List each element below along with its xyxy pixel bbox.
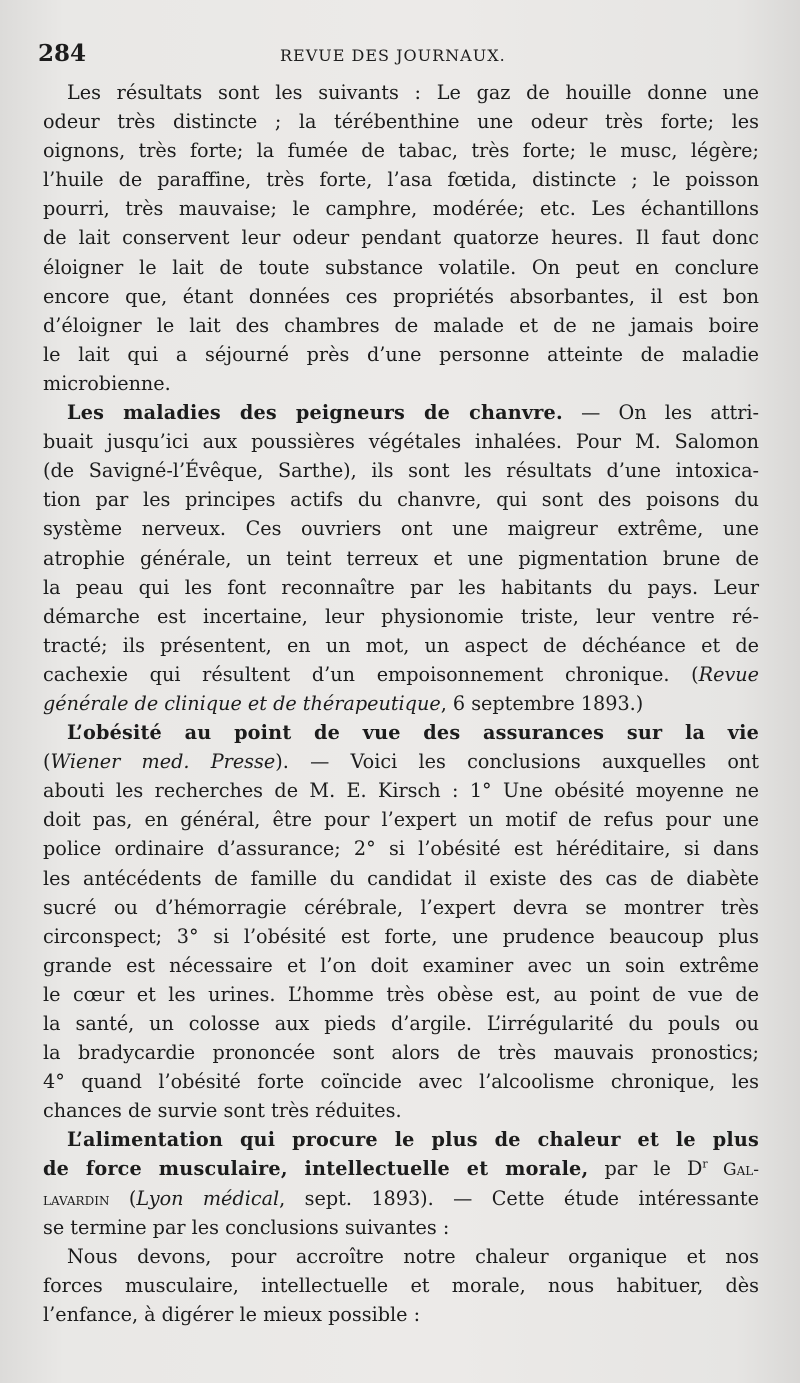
text-line: la bradycardie prononcée sont alors de très mauvais pronostics; xyxy=(43,1041,759,1065)
text-line: atrophie générale, un teint terreux et une pigmentation brune de xyxy=(43,546,759,570)
section-heading: de force musculaire, intellectuelle et morale, xyxy=(43,1157,589,1181)
text-line: abouti les recherches de M. E. Kirsch : 1° Une obésité moyenne ne xyxy=(43,779,759,803)
text-line: tion par les principes actifs du chanvre, qui sont des poisons du xyxy=(43,488,759,512)
author-name: Gal- xyxy=(707,1160,759,1181)
text-fragment: , sept. 1893). — Cette étude intéressante xyxy=(279,1186,760,1210)
running-head xyxy=(38,40,760,70)
text-line: l’huile de paraffine, très forte, l’asa fœtida, distincte ; le poisson xyxy=(43,168,759,192)
text-line: forces musculaire, intellectuelle et morale, nous habituer, dès xyxy=(43,1273,759,1297)
text-fragment: ). — Voici les conclusions auxquelles ont xyxy=(275,750,759,774)
text-line xyxy=(43,747,759,776)
paragraph-nutrition xyxy=(43,1125,759,1241)
text-line: démarche est incertaine, leur physionomie triste, leur ventre ré- xyxy=(43,604,759,628)
text-fragment: cachexie qui résultent d’un empoisonnement chronique. ( xyxy=(43,662,699,686)
text-line: Les résultats sont les suivants : Le gaz de houille donne une xyxy=(67,81,759,104)
text-line: les antécédents de famille du candidat il existe des cas de diabète xyxy=(43,866,759,890)
text-line: le cœur et les urines. L’homme très obèse est, au point de vue de xyxy=(43,982,759,1006)
text-line: le lait qui a séjourné près d’une personne atteinte de maladie xyxy=(43,342,759,366)
paragraph-obesity-insurance xyxy=(43,718,759,1125)
text-line: buait jusqu’ici aux poussières végétales inhalées. Pour M. Salomon xyxy=(43,430,759,454)
citation-title: Lyon médical xyxy=(136,1186,280,1210)
text-line xyxy=(43,1184,759,1213)
text-line: encore que, étant données ces propriétés absorbantes, il est bon xyxy=(43,284,759,308)
text-line: la santé, un colosse aux pieds d’argile. L’irrégularité du pouls ou xyxy=(43,1012,759,1035)
text-line: éloigner le lait de toute substance volatile. On peut en conclure xyxy=(43,255,759,279)
text-line: microbienne. xyxy=(43,371,171,395)
text-line: pourri, très mauvaise; le camphre, modérée; etc. Les échantillons xyxy=(43,197,759,221)
text-fragment: ( xyxy=(43,750,51,774)
page-number: 284 xyxy=(38,40,87,67)
citation-title: Wiener med. Presse xyxy=(50,750,276,774)
text-line: odeur très distincte ; la térébenthine une odeur très forte; les xyxy=(43,110,759,134)
section-heading: Les maladies des peigneurs de chanvre. xyxy=(67,401,563,425)
text-line: chances de survie sont très réduites. xyxy=(43,1099,402,1123)
text-line: système nerveux. Ces ouvriers ont une maigreur extrême, une xyxy=(43,517,759,541)
text-line: oignons, très forte; la fumée de tabac, très forte; le musc, légère; xyxy=(43,139,759,163)
paragraph-hemp-combers xyxy=(43,398,759,718)
paragraph-conclusions xyxy=(43,1242,759,1329)
text-line: (de Savigné-l’Évêque, Sarthe), ils sont les résultats d’une intoxica- xyxy=(43,459,759,483)
text-fragment: ( xyxy=(109,1186,137,1210)
text-line: Nous devons, pour accroître notre chaleur organique et nos xyxy=(67,1244,759,1268)
text-line xyxy=(43,1125,759,1154)
text-line: police ordinaire d’assurance; 2° si l’obésité est héréditaire, si dans xyxy=(43,837,759,861)
superscript: r xyxy=(702,1158,708,1172)
citation-title: Revue xyxy=(698,662,759,686)
text-line: grande est nécessaire et l’on doit examiner avec un soin extrême xyxy=(43,953,759,977)
text-line: se termine par les conclusions suivantes : xyxy=(43,1215,450,1239)
text-line: doit pas, en général, être pour l’expert un motif de refus pour une xyxy=(43,808,759,832)
text-line: 4° quand l’obésité forte coïncide avec l’alcoolisme chronique, les xyxy=(43,1070,759,1094)
text-line: l’enfance, à digérer le mieux possible : xyxy=(43,1302,421,1326)
text-line xyxy=(43,660,759,689)
text-line xyxy=(43,689,759,718)
text-fragment: — On les attri- xyxy=(562,401,759,425)
text-fragment: , 6 septembre 1893.) xyxy=(440,691,644,715)
text-line xyxy=(43,398,759,427)
paragraph-milk-odors xyxy=(43,78,759,398)
text-line: la peau qui les font reconnaître par les habitants du pays. Leur xyxy=(43,575,759,599)
text-line: circonspect; 3° si l’obésité est forte, une prudence beaucoup plus xyxy=(43,924,759,948)
running-title: REVUE DES JOURNAUX. xyxy=(280,46,506,65)
text-line: sucré ou d’hémorragie cérébrale, l’expert devra se montrer très xyxy=(43,895,759,919)
text-line: de lait conservent leur odeur pendant quatorze heures. Il faut donc xyxy=(43,226,759,250)
text-line: d’éloigner le lait des chambres de malade et de ne jamais boire xyxy=(43,313,759,337)
article-body xyxy=(43,78,759,1329)
text-fragment: par le D xyxy=(588,1157,703,1181)
section-heading: L’alimentation qui procure le plus de chaleur et le plus xyxy=(67,1128,759,1152)
text-line: tracté; ils présentent, en un mot, un aspect de déchéance et de xyxy=(43,633,759,657)
text-line xyxy=(43,1154,759,1183)
text-line xyxy=(43,718,759,747)
citation-title: générale de clinique et de thérapeutique xyxy=(43,691,441,715)
section-heading: L’obésité au point de vue des assurances sur la vie xyxy=(67,721,759,745)
author-name: lavardin xyxy=(43,1189,110,1210)
